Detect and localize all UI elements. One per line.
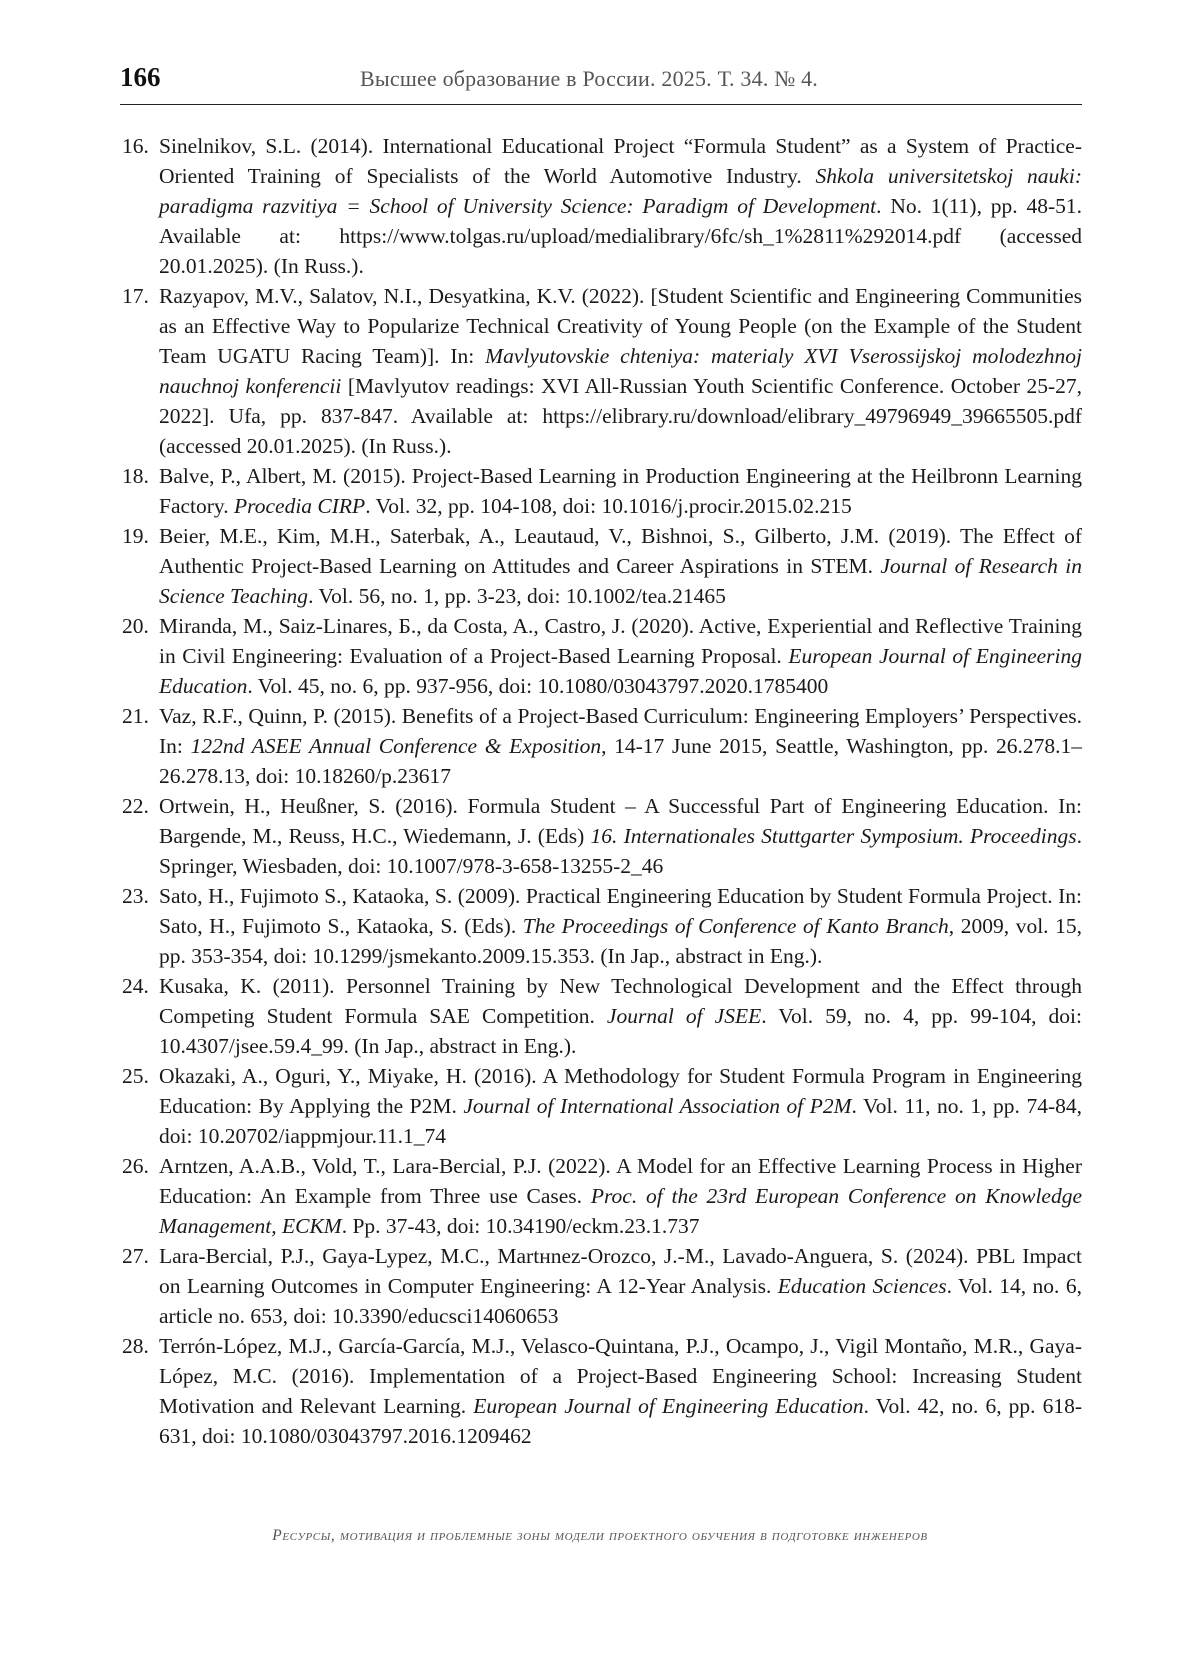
reference-source-title: Shkola universitetskoj nauki: paradigma razvitiya = School of University Science: Paradigm of Development <box>159 164 1082 218</box>
reference-item <box>122 1331 1082 1451</box>
reference-segment: [Mavlyutov readings: XVI All-Russian Youth Scientific Conference. October 25-27, 2022]. Ufa, pp. 837-847. Available at: https://elibrary.ru/download/elibrary_49796949_39665505.pdf (accessed 20.01.2025). (In Russ.). <box>159 374 1082 458</box>
reference-item <box>122 611 1082 701</box>
reference-segment: Ortwein, H., Heußner, S. (2016). Formula Student – A Successful Part of Engineering Education. In: Bargende, M., Reuss, H.C., Wiedemann, J. (Eds) <box>159 794 1082 848</box>
reference-text <box>159 134 1082 278</box>
reference-item <box>122 791 1082 881</box>
reference-source-title: 16. Internationales Stuttgarter Symposium. Proceedings <box>590 824 1077 848</box>
journal-title: Высшее образование в России. 2025. Т. 34. № 4. <box>360 66 819 91</box>
reference-text <box>159 794 1082 878</box>
reference-segment: Razyapov, M.V., Salatov, N.I., Desyatkina, K.V. (2022). [Student Scientific and Engineering Communities as an Effective Way to Popularize Technical Creativity of Young People (on the Example of the Student Team UGATU Racing Team)]. In: <box>159 284 1082 368</box>
reference-number: 20. <box>122 614 149 638</box>
reference-item <box>122 701 1082 791</box>
reference-item <box>122 521 1082 611</box>
reference-segment: Kusaka, K. (2011). Personnel Training by New Technological Development and the Effect through Competing Student Formula SAE Competition. <box>159 974 1082 1028</box>
reference-segment: , 2009, vol. 15, pp. 353-354, doi: 10.1299/jsmekanto.2009.15.353. (In Jap., abstract in Eng.). <box>159 914 1083 968</box>
reference-segment: Vaz, R.F., Quinn, P. (2015). Benefits of a Project-Based Curriculum: Engineering Employers’ Perspectives. In: <box>159 704 1082 758</box>
page-number: 166 <box>120 62 161 92</box>
reference-segment: Beier, M.E., Kim, M.H., Saterbak, A., Leautaud, V., Bishnoi, S., Gilberto, J.M. (2019). The Effect of Authentic Project-Based Learning on Attitudes and Career Aspirations in STEM. <box>159 524 1082 578</box>
reference-text <box>159 284 1082 458</box>
reference-source-title: Education Sciences <box>777 1274 947 1298</box>
reference-text <box>159 1064 1082 1148</box>
reference-segment: . Vol. 59, no. 4, pp. 99-104, doi: 10.4307/jsee.59.4_99. (In Jap., abstract in Eng.). <box>159 1004 1082 1058</box>
reference-number: 16. <box>122 134 149 158</box>
reference-item <box>122 281 1082 461</box>
reference-text <box>159 1244 1082 1328</box>
reference-segment: Okazaki, A., Oguri, Y., Miyake, H. (2016). A Methodology for Student Formula Program in Engineering Education: By Applying the P2M. <box>159 1064 1082 1118</box>
reference-source-title: Journal of International Association of P2M <box>463 1094 852 1118</box>
reference-source-title: Mavlyutovskie chteniya: materialy XVI Vserossijskoj molodezhnoj nauchnoj konferencii <box>159 344 1083 398</box>
reference-item <box>122 461 1082 521</box>
reference-number: 19. <box>122 524 149 548</box>
reference-source-title: European Journal of Engineering Education <box>159 644 1083 698</box>
reference-item <box>122 1061 1082 1151</box>
reference-segment: Sinelnikov, S.L. (2014). International Educational Project “Formula Student” as a System of Practice-Oriented Training of Specialists of the World Automotive Industry. <box>159 134 1082 188</box>
reference-segment: . Vol. 14, no. 6, article no. 653, doi: 10.3390/educsci14060653 <box>159 1274 1082 1328</box>
reference-segment: . Vol. 11, no. 1, pp. 74-84, doi: 10.20702/iappmjour.11.1_74 <box>159 1094 1082 1148</box>
reference-text <box>159 704 1082 788</box>
reference-source-title: Procedia CIRP <box>234 494 366 518</box>
reference-segment: Terrón-López, M.J., García-García, M.J., Velasco-Quintana, P.J., Ocampo, J., Vigil Montaño, M.R., Gaya-López, M.C. (2016). Implementation of a Project-Based Engineering School: Increasing Student Motivation and Relevant Learning. <box>159 1334 1082 1418</box>
reference-source-title: Journal of JSEE <box>606 1004 762 1028</box>
reference-source-title: Proc. of the 23rd European Conference on Knowledge Management, ECKM <box>159 1184 1082 1238</box>
reference-source-title: The Proceedings of Conference of Kanto Branch <box>522 914 949 938</box>
reference-segment: . Vol. 56, no. 1, pp. 3-23, doi: 10.1002/tea.21465 <box>308 584 726 608</box>
reference-number: 26. <box>122 1154 149 1178</box>
reference-text <box>159 464 1082 518</box>
reference-item <box>122 971 1082 1061</box>
reference-list <box>122 131 1082 1451</box>
reference-segment: . No. 1(11), pp. 48-51. Available at: https://www.tolgas.ru/upload/medialibrary/6fc/sh_1%2811%292014.pdf (accessed 20.01.2025). (In Russ.). <box>159 194 1082 278</box>
reference-number: 24. <box>122 974 149 998</box>
reference-segment: Arntzen, A.A.B., Vold, T., Lara-Bercial, P.J. (2022). A Model for an Effective Learning Process in Higher Education: An Example from Three use Cases. <box>159 1154 1082 1208</box>
reference-segment: . Vol. 45, no. 6, pp. 937-956, doi: 10.1080/03043797.2020.1785400 <box>247 674 829 698</box>
reference-segment: . Vol. 42, no. 6, pp. 618-631, doi: 10.1080/03043797.2016.1209462 <box>159 1394 1082 1448</box>
reference-segment: Sato, H., Fujimoto S., Kataoka, S. (2009). Practical Engineering Education by Student Formula Project. In: Sato, H., Fujimoto S., Kataoka, S. (Eds). <box>159 884 1082 938</box>
reference-text <box>159 524 1082 608</box>
reference-source-title: European Journal of Engineering Education <box>473 1394 864 1418</box>
reference-segment: Lara-Bercial, P.J., Gaya-Lypez, M.C., Martнnez-Orozco, J.-M., Lavado-Anguera, S. (2024). PBL Impact on Learning Outcomes in Computer Engineering: A 12-Year Analysis. <box>159 1244 1082 1298</box>
running-title: Ресурсы, мотивация и проблемные зоны модели проектного обучения в подготовке инженеров <box>272 1527 928 1544</box>
reference-number: 25. <box>122 1064 149 1088</box>
reference-segment: . Pp. 37-43, doi: 10.34190/eckm.23.1.737 <box>341 1214 700 1238</box>
reference-item <box>122 881 1082 971</box>
reference-number: 18. <box>122 464 149 488</box>
reference-text <box>159 614 1082 698</box>
reference-segment: Balve, P., Albert, M. (2015). Project-Based Learning in Production Engineering at the Heilbronn Learning Factory. <box>159 464 1082 518</box>
reference-segment: . Springer, Wiesbaden, doi: 10.1007/978-3-658-13255-2_46 <box>159 824 1082 878</box>
reference-number: 17. <box>122 284 149 308</box>
page-header <box>120 60 1082 105</box>
reference-number: 23. <box>122 884 149 908</box>
reference-text <box>159 884 1082 968</box>
reference-text <box>159 1334 1082 1448</box>
reference-number: 22. <box>122 794 149 818</box>
reference-text <box>159 1154 1082 1238</box>
reference-number: 28. <box>122 1334 149 1358</box>
reference-source-title: 122nd ASEE Annual Conference & Exposition <box>190 734 602 758</box>
reference-item <box>122 131 1082 281</box>
reference-segment: Miranda, M., Saiz-Linares, Б., da Costa, A., Castro, J. (2020). Active, Experiential and Reflective Training in Civil Engineering: Evaluation of a Project-Based Learning Proposal. <box>159 614 1082 668</box>
reference-number: 21. <box>122 704 149 728</box>
reference-segment: , 14-17 June 2015, Seattle, Washington, pp. 26.278.1–26.278.13, doi: 10.18260/p.23617 <box>159 734 1083 788</box>
reference-text <box>159 974 1082 1058</box>
reference-number: 27. <box>122 1244 149 1268</box>
reference-item <box>122 1151 1082 1241</box>
reference-source-title: Journal of Research in Science Teaching <box>159 554 1082 608</box>
reference-segment: . Vol. 32, pp. 104-108, doi: 10.1016/j.procir.2015.02.215 <box>365 494 852 518</box>
reference-item <box>122 1241 1082 1331</box>
